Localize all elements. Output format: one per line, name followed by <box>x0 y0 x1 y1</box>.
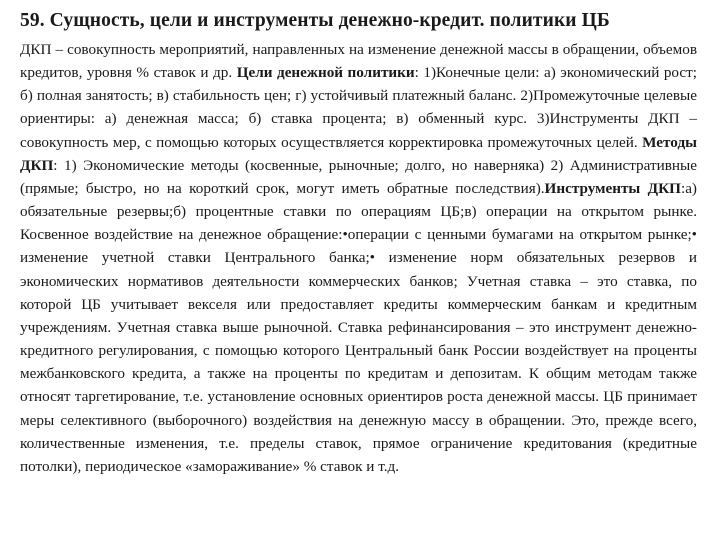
page-title: 59. Сущность, цели и инструменты денежно-кредит. политики ЦБ <box>20 10 610 31</box>
text-definition: ДКП – совокупность мероприятий, направленных на изменение денежной массы в обращении, объемов кредитов, уровня % ставок и др. <box>20 41 697 82</box>
body-paragraph <box>20 38 697 478</box>
text-goals: : 1)Конечные цели: а) экономический рост; б) полная занятость; в) стабильность цен; г) устойчивый платежный баланс. 2)Промежуточные целевые ориентиры: а) денежная масса; б) ставка процента; в) обменный курс. 3)Инструменты ДКП – совокупность мер, с помощью которых осуществляется корректировка промежуточных целей. <box>20 64 697 151</box>
methods-heading: Методы ДКП <box>20 133 697 174</box>
goals-heading: Цели денежной политики <box>236 64 415 82</box>
text-methods: : 1) Экономические методы (косвенные, рыночные; долго, но наверняка) 2) Административные (прямые; быстро, но на короткий срок, могут иметь обратные последствия). <box>20 156 697 197</box>
instruments-heading: Инструменты ДКП <box>544 179 681 197</box>
text-instruments: :а) обязательные резервы;б) процентные ставки по операциям ЦБ;в) операции на открытом рынке. Косвенное воздействие на денежное обращение:•операции с ценными бумагами на открытом рынке;• изменение учетной ставки Центрального банка;• изменение норм обязательных резервов и экономических нормативов деятельности коммерческих банков; Учетная ставка – это ставка, по которой ЦБ учитывает векселя или предоставляет кредиты коммерческим банкам и кредитным учреждениям. Учетная ставка выше рыночной. Ставка рефинансирования – это инструмент денежно-кредитного регулирования, с помощью которого Центральный банк России воздействует на проценты межбанковского кредита, а также на проценты по кредитам и депозитам. К общим методам также относят таргетирование, т.е. установление основных ориентиров роста денежной массы. ЦБ принимает меры селективного (выборочного) воздействия на денежную массу в обращении. Это, прежде всего, количественные изменения, т.е. пределы ставок, прямое ограничение кредитования (кредитные потолки), периодическое «замораживание» % ставок и т.д. <box>20 179 697 475</box>
